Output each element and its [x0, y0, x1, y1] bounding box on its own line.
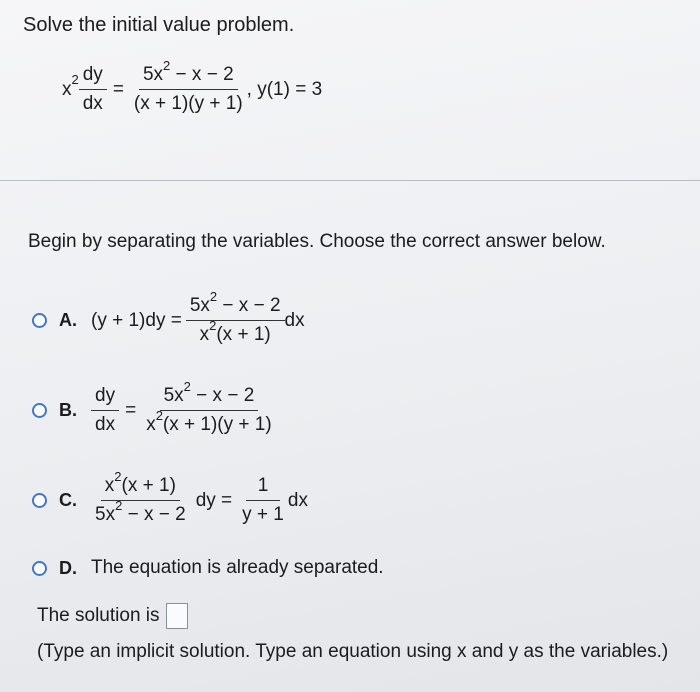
option-d[interactable] [32, 557, 384, 579]
eq-rhs-fraction: $\frac{5x^2 - x - 2}{(x + 1)(y + 1)}$ [133, 57, 243, 114]
section-divider [0, 180, 700, 181]
solution-label: The solution is [37, 605, 160, 627]
option-d-letter: D. [59, 557, 77, 578]
option-d-radio[interactable] [32, 561, 47, 576]
option-b[interactable]: B. $\frac{dy}{dx}$ = $\frac{5x^2 - x - 2}{x^2(x + 1)(y + 1)}$ [32, 385, 276, 436]
solution-line [37, 603, 188, 629]
option-c-radio[interactable] [32, 493, 47, 508]
answer-input[interactable] [166, 603, 188, 629]
eq-lhs-fraction: $\frac{dy}{dx}$ [79, 64, 107, 115]
option-a-radio[interactable] [32, 313, 47, 328]
solution-hint: (Type an implicit solution. Type an equation using x and y as the variables.) [37, 641, 669, 662]
option-c-rhs-fraction: $\frac{1}{y + 1}$ [242, 475, 284, 525]
option-c[interactable]: C. $\frac{x^2(x + 1)}{5x^2 - x - 2}$ dy = $\frac{1}{y + 1}$ dx [32, 475, 308, 526]
main-equation: $x^2$ $\frac{dy}{dx}$ = $\frac{5x^2 - x - 2}{(x + 1)(y + 1)}$ , y(1) = 3 [62, 57, 323, 114]
option-c-lhs-fraction: $\frac{x^2(x + 1)}{5x^2 - x - 2}$ [95, 468, 186, 525]
option-a-fraction: $\frac{5x^2 - x - 2}{x^2(x + 1)}$ [186, 295, 285, 346]
question-title: Solve the initial value problem. [23, 14, 295, 36]
option-c-letter: C. [59, 490, 77, 510]
eq-lhs-coef: $x^2$ [62, 72, 79, 100]
option-b-letter: B. [59, 400, 77, 420]
option-b-rhs-fraction: $\frac{5x^2 - x - 2}{x^2(x + 1)(y + 1)}$ [146, 378, 272, 435]
instruction-text: Begin by separating the variables. Choose the correct answer below. [28, 231, 606, 252]
option-b-lhs-fraction: $\frac{dy}{dx}$ [91, 385, 119, 436]
initial-condition: , y(1) = 3 [246, 78, 323, 100]
option-a[interactable]: A. (y + 1)dy = $\frac{5x^2 - x - 2}{x^2(x + 1)}$ dx [32, 295, 305, 346]
option-d-text: The equation is already separated. [91, 557, 384, 578]
option-b-radio[interactable] [32, 403, 47, 418]
option-a-letter: A. [59, 310, 77, 330]
